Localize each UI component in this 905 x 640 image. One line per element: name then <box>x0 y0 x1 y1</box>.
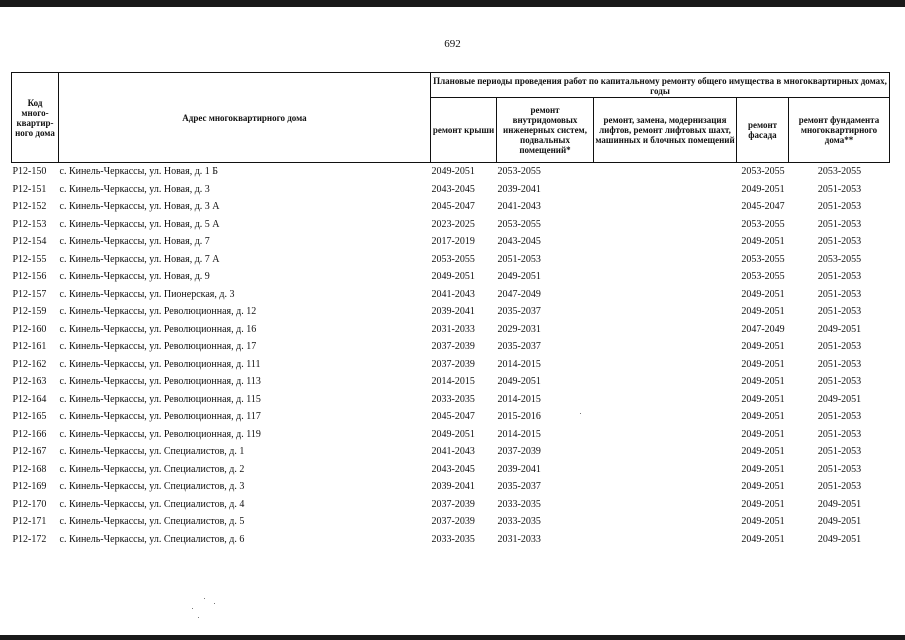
row-address: с. Кинель-Черкассы, ул. Революционная, д. 16 <box>59 323 257 335</box>
row-roof: 2041-2043 <box>431 288 475 300</box>
header-engineering: ремонт внутридомовых инженерных систем, подвальных помещений* <box>497 98 594 163</box>
row-facade: 2049-2051 <box>741 533 785 545</box>
row-engineering: 2031-2033 <box>497 533 541 545</box>
row-foundation: 2051-2053 <box>817 358 862 370</box>
row-roof: 2053-2055 <box>431 253 475 265</box>
page-number: 692 <box>444 38 461 50</box>
row-lifts <box>594 443 737 461</box>
scan-speck <box>198 617 199 618</box>
row-facade: 2049-2051 <box>741 306 785 318</box>
row-foundation: 2051-2053 <box>817 428 862 440</box>
row-roof: 2039-2041 <box>431 481 475 493</box>
row-code: Р12-154 <box>12 236 47 248</box>
row-engineering: 2039-2041 <box>497 463 541 475</box>
row-engineering: 2033-2035 <box>497 498 541 510</box>
row-code: Р12-152 <box>12 201 47 213</box>
row-engineering: 2043-2045 <box>497 236 541 248</box>
row-lifts <box>594 373 737 391</box>
row-address: с. Кинель-Черкассы, ул. Специалистов, д. 4 <box>59 498 245 510</box>
row-foundation: 2049-2051 <box>817 323 862 335</box>
row-code: Р12-171 <box>12 516 47 528</box>
row-code: Р12-162 <box>12 358 47 370</box>
table-row <box>12 303 890 321</box>
row-facade: 2049-2051 <box>741 183 785 195</box>
row-facade: 2049-2051 <box>741 481 785 493</box>
row-address: с. Кинель-Черкассы, ул. Пионерская, д. 3 <box>59 288 235 300</box>
table-row <box>12 443 890 461</box>
row-facade: 2049-2051 <box>741 358 785 370</box>
row-foundation: 2051-2053 <box>817 341 862 353</box>
row-code: Р12-156 <box>12 271 47 283</box>
row-facade: 2045-2047 <box>741 201 785 213</box>
scan-speck <box>204 598 205 599</box>
row-address: с. Кинель-Черкассы, ул. Специалистов, д. 1 <box>59 446 245 458</box>
row-roof: 2045-2047 <box>431 201 475 213</box>
row-address: с. Кинель-Черкассы, ул. Революционная, д. 113 <box>59 376 261 388</box>
row-foundation: 2053-2055 <box>817 166 862 178</box>
row-foundation: 2049-2051 <box>817 533 862 545</box>
row-facade: 2049-2051 <box>741 411 785 423</box>
row-foundation: 2051-2053 <box>817 411 862 423</box>
row-roof: 2017-2019 <box>431 236 475 248</box>
row-address: с. Кинель-Черкассы, ул. Специалистов, д. 5 <box>59 516 245 528</box>
row-address: с. Кинель-Черкассы, ул. Специалистов, д. 2 <box>59 463 245 475</box>
row-facade: 2049-2051 <box>741 236 785 248</box>
row-facade: 2049-2051 <box>741 376 785 388</box>
row-lifts <box>594 426 737 444</box>
row-lifts <box>594 216 737 234</box>
row-address: с. Кинель-Черкассы, ул. Новая, д. 7 <box>59 236 210 248</box>
table-row <box>12 321 890 339</box>
row-roof: 2037-2039 <box>431 358 475 370</box>
row-foundation: 2053-2055 <box>817 253 862 265</box>
row-address: с. Кинель-Черкассы, ул. Новая, д. 9 <box>59 271 210 283</box>
row-foundation: 2051-2053 <box>817 446 862 458</box>
row-engineering: 2047-2049 <box>497 288 541 300</box>
table-row <box>12 426 890 444</box>
row-address: с. Кинель-Черкассы, ул. Новая, д. 3 А <box>59 201 220 213</box>
row-lifts <box>594 531 737 549</box>
row-code: Р12-155 <box>12 253 47 265</box>
header-lifts: ремонт, замена, модернизация лифтов, ремонт лифтовых шахт, машинных и блочных помещений <box>594 98 737 163</box>
row-roof: 2049-2051 <box>431 428 475 440</box>
row-engineering: 2049-2051 <box>497 376 541 388</box>
row-address: с. Кинель-Черкассы, ул. Новая, д. 7 А <box>59 253 220 265</box>
table-row <box>12 513 890 531</box>
row-facade: 2049-2051 <box>741 516 785 528</box>
row-code: Р12-161 <box>12 341 47 353</box>
row-code: Р12-153 <box>12 218 47 230</box>
capital-repair-table <box>11 72 890 548</box>
row-engineering: 2029-2031 <box>497 323 541 335</box>
row-foundation: 2051-2053 <box>817 218 862 230</box>
row-engineering: 2014-2015 <box>497 393 541 405</box>
row-roof: 2039-2041 <box>431 306 475 318</box>
row-roof: 2049-2051 <box>431 271 475 283</box>
row-lifts <box>594 233 737 251</box>
row-lifts <box>594 478 737 496</box>
row-foundation: 2051-2053 <box>817 463 862 475</box>
row-address: с. Кинель-Черкассы, ул. Революционная, д. 12 <box>59 306 257 318</box>
row-address: с. Кинель-Черкассы, ул. Революционная, д. 117 <box>59 411 261 423</box>
row-lifts <box>594 408 737 426</box>
header-planned-periods: Плановые периоды проведения работ по капитальному ремонту общего имущества в многоквартирных домах, годы <box>431 73 890 98</box>
table-row <box>12 233 890 251</box>
header-foundation: ремонт фундамента многоквартирного дома** <box>789 98 890 163</box>
row-foundation: 2051-2053 <box>817 201 862 213</box>
row-roof: 2014-2015 <box>431 376 475 388</box>
row-facade: 2049-2051 <box>741 498 785 510</box>
row-roof: 2037-2039 <box>431 498 475 510</box>
row-lifts <box>594 496 737 514</box>
row-address: с. Кинель-Черкассы, ул. Специалистов, д. 3 <box>59 481 245 493</box>
row-engineering: 2049-2051 <box>497 271 541 283</box>
row-lifts <box>594 461 737 479</box>
row-facade: 2049-2051 <box>741 341 785 353</box>
row-engineering: 2033-2035 <box>497 516 541 528</box>
row-lifts <box>594 303 737 321</box>
row-engineering: 2035-2037 <box>497 306 541 318</box>
row-code: Р12-168 <box>12 463 47 475</box>
row-code: Р12-163 <box>12 376 47 388</box>
row-facade: 2053-2055 <box>741 253 785 265</box>
row-facade: 2049-2051 <box>741 446 785 458</box>
row-lifts <box>594 356 737 374</box>
row-engineering: 2015-2016 <box>497 411 541 423</box>
row-facade: 2053-2055 <box>741 166 785 178</box>
row-lifts <box>594 163 737 181</box>
table-row <box>12 391 890 409</box>
row-facade: 2053-2055 <box>741 218 785 230</box>
table-body <box>12 163 890 549</box>
row-facade: 2049-2051 <box>741 288 785 300</box>
table-row <box>12 461 890 479</box>
row-code: Р12-169 <box>12 481 47 493</box>
row-code: Р12-150 <box>12 166 47 178</box>
row-code: Р12-166 <box>12 428 47 440</box>
row-roof: 2031-2033 <box>431 323 475 335</box>
row-engineering: 2014-2015 <box>497 428 541 440</box>
header-roof: ремонт крыши <box>431 98 497 163</box>
row-engineering: 2051-2053 <box>497 253 541 265</box>
table-row <box>12 338 890 356</box>
row-engineering: 2035-2037 <box>497 481 541 493</box>
table-row <box>12 531 890 549</box>
row-roof: 2037-2039 <box>431 516 475 528</box>
row-engineering: 2053-2055 <box>497 166 541 178</box>
table-row <box>12 373 890 391</box>
row-engineering: 2035-2037 <box>497 341 541 353</box>
row-code: Р12-157 <box>12 288 47 300</box>
row-facade: 2049-2051 <box>741 393 785 405</box>
scan-speck <box>192 608 193 609</box>
row-roof: 2049-2051 <box>431 166 475 178</box>
row-roof: 2023-2025 <box>431 218 475 230</box>
row-address: с. Кинель-Черкассы, ул. Революционная, д. 119 <box>59 428 261 440</box>
row-facade: 2049-2051 <box>741 428 785 440</box>
scan-speck <box>214 603 215 604</box>
table-row <box>12 198 890 216</box>
row-code: Р12-160 <box>12 323 47 335</box>
table-row <box>12 356 890 374</box>
row-facade: 2049-2051 <box>741 463 785 475</box>
row-foundation: 2051-2053 <box>817 236 862 248</box>
row-code: Р12-167 <box>12 446 47 458</box>
table-row <box>12 251 890 269</box>
header-address: Адрес многоквартирного дома <box>59 73 431 163</box>
row-lifts <box>594 198 737 216</box>
row-code: Р12-165 <box>12 411 47 423</box>
row-engineering: 2053-2055 <box>497 218 541 230</box>
table-row <box>12 286 890 304</box>
row-address: с. Кинель-Черкассы, ул. Новая, д. 3 <box>59 183 210 195</box>
row-code: Р12-164 <box>12 393 47 405</box>
top-scan-border <box>0 0 905 7</box>
row-address: с. Кинель-Черкассы, ул. Революционная, д. 115 <box>59 393 261 405</box>
row-address: с. Кинель-Черкассы, ул. Революционная, д. 17 <box>59 341 257 353</box>
row-foundation: 2051-2053 <box>817 481 862 493</box>
row-facade: 2053-2055 <box>741 271 785 283</box>
table-row <box>12 408 890 426</box>
row-code: Р12-170 <box>12 498 47 510</box>
row-roof: 2037-2039 <box>431 341 475 353</box>
row-foundation: 2051-2053 <box>817 271 862 283</box>
table-row <box>12 268 890 286</box>
scan-speck <box>580 413 581 414</box>
row-engineering: 2037-2039 <box>497 446 541 458</box>
row-foundation: 2051-2053 <box>817 376 862 388</box>
row-roof: 2045-2047 <box>431 411 475 423</box>
row-lifts <box>594 286 737 304</box>
table-row <box>12 496 890 514</box>
row-facade: 2047-2049 <box>741 323 785 335</box>
table-header <box>12 73 890 163</box>
row-engineering: 2041-2043 <box>497 201 541 213</box>
row-foundation: 2051-2053 <box>817 288 862 300</box>
row-foundation: 2049-2051 <box>817 516 862 528</box>
table-row <box>12 163 890 181</box>
row-foundation: 2049-2051 <box>817 393 862 405</box>
row-foundation: 2051-2053 <box>817 183 862 195</box>
row-roof: 2033-2035 <box>431 533 475 545</box>
row-lifts <box>594 391 737 409</box>
header-code: Код много-квартир-ного дома <box>12 73 59 163</box>
row-roof: 2041-2043 <box>431 446 475 458</box>
row-lifts <box>594 321 737 339</box>
row-code: Р12-151 <box>12 183 47 195</box>
row-address: с. Кинель-Черкассы, ул. Новая, д. 1 Б <box>59 166 219 178</box>
row-engineering: 2014-2015 <box>497 358 541 370</box>
row-address: с. Кинель-Черкассы, ул. Специалистов, д. 6 <box>59 533 245 545</box>
header-facade: ремонт фасада <box>737 98 789 163</box>
row-roof: 2043-2045 <box>431 463 475 475</box>
row-foundation: 2049-2051 <box>817 498 862 510</box>
row-lifts <box>594 338 737 356</box>
row-code: Р12-159 <box>12 306 47 318</box>
table-row <box>12 216 890 234</box>
bottom-scan-border <box>0 635 905 640</box>
table-row <box>12 478 890 496</box>
row-roof: 2033-2035 <box>431 393 475 405</box>
row-lifts <box>594 251 737 269</box>
row-roof: 2043-2045 <box>431 183 475 195</box>
row-lifts <box>594 268 737 286</box>
row-lifts <box>594 513 737 531</box>
row-address: с. Кинель-Черкассы, ул. Новая, д. 5 А <box>59 218 220 230</box>
row-engineering: 2039-2041 <box>497 183 541 195</box>
row-code: Р12-172 <box>12 533 47 545</box>
row-foundation: 2051-2053 <box>817 306 862 318</box>
row-lifts <box>594 181 737 199</box>
table-row <box>12 181 890 199</box>
row-address: с. Кинель-Черкассы, ул. Революционная, д. 111 <box>59 358 261 370</box>
